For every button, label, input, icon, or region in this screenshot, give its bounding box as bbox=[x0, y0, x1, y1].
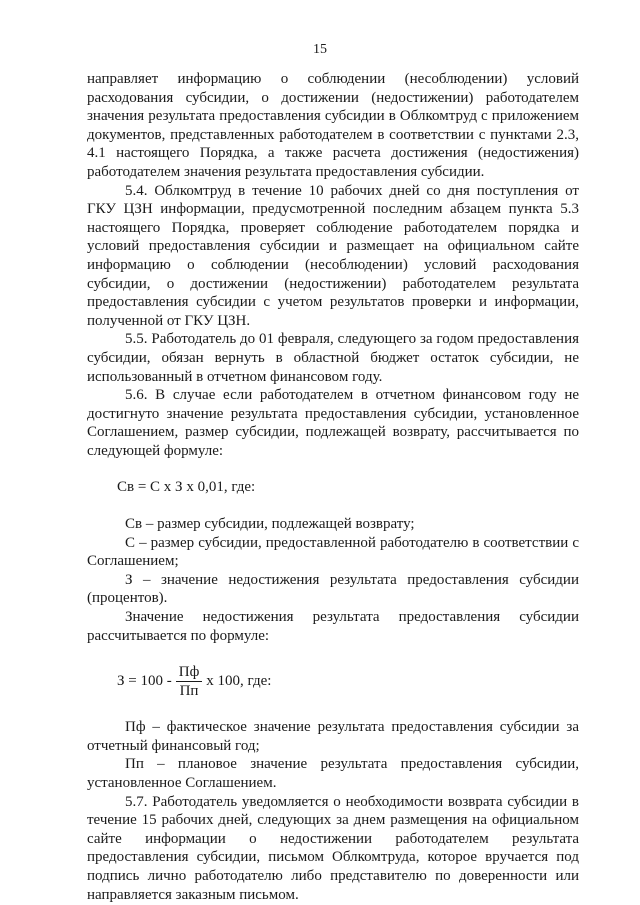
formula-refund: Св = С х З х 0,01, где: bbox=[117, 479, 256, 496]
formula-left: З = 100 - bbox=[117, 673, 172, 690]
definition-s: С – размер субсидии, предоставленной работодателю в соответствии с Соглашением; bbox=[87, 534, 579, 570]
formula-shortfall bbox=[87, 663, 579, 700]
paragraph-formula-intro: Значение недостижения результата предоставления субсидии рассчитывается по формуле: bbox=[87, 609, 579, 644]
document-body bbox=[87, 70, 579, 904]
definition-pp: Пп – плановое значение результата предоставления субсидии, установленное Соглашением. bbox=[87, 756, 579, 791]
formula-fraction bbox=[176, 663, 203, 700]
definition-sv: Св – размер субсидии, подлежащей возврату; bbox=[125, 516, 415, 533]
paragraph-5-7: 5.7. Работодатель уведомляется о необходимости возврата субсидии в течение 15 рабочих дней, следующих за днем размещения на официальном сайте информации о недостижении работодателем результата предоставления субсидии, письмом Облкомтруда, которое вручается под подпись лично работодателю либо представителю по доверенности или направляется заказным письмом. bbox=[87, 793, 579, 903]
paragraph-5-6: 5.6. В случае если работодателем в отчетном финансовом году не достигнуто значение результата предоставления субсидии, установленное Соглашением, размер субсидии, подлежащей возврату, рассчитывается по следующей формуле: bbox=[87, 387, 579, 459]
formula-right: х 100, где: bbox=[206, 673, 272, 690]
fraction-denominator: Пп bbox=[179, 683, 199, 700]
page-number: 15 bbox=[313, 42, 327, 57]
paragraph-continuation: направляет информацию о соблюдении (несоблюдении) условий расходования субсидии, о достижении (недостижении) работодателем значения результата предоставления субсидии в Облкомтруд с приложением документов, представленных работодателем в соответствии с пунктами 2.3, 4.1 настоящего Порядка, а также расчета достижения (недостижения) работодателем значения результата предоставления субсидии. bbox=[87, 71, 579, 180]
definition-z: З – значение недостижения результата предоставления субсидии (процентов). bbox=[87, 571, 579, 607]
paragraph-5-5: 5.5. Работодатель до 01 февраля, следующего за годом предоставления субсидии, обязан вернуть в областной бюджет остаток субсидии, не использованный в отчетном финансовом году. bbox=[87, 331, 579, 385]
paragraph-5-4: 5.4. Облкомтруд в течение 10 рабочих дней со дня поступления от ГКУ ЦЗН информации, предусмотренной последним абзацем пункта 5.3 настоящего Порядка, проверяет соблюдение работодателем порядка и условий предоставления субсидии и размещает на официальном сайте информацию о соблюдении (несоблюдении) условий расходования субсидии, о достижении (недостижении) работодателем результата предоставления субсидии с учетом результатов проверки и информации, полученной от ГКУ ЦЗН. bbox=[87, 182, 579, 329]
definition-pf: Пф – фактическое значение результата предоставления субсидии за отчетный финансовый год; bbox=[87, 719, 579, 754]
fraction-numerator: Пф bbox=[176, 663, 203, 682]
